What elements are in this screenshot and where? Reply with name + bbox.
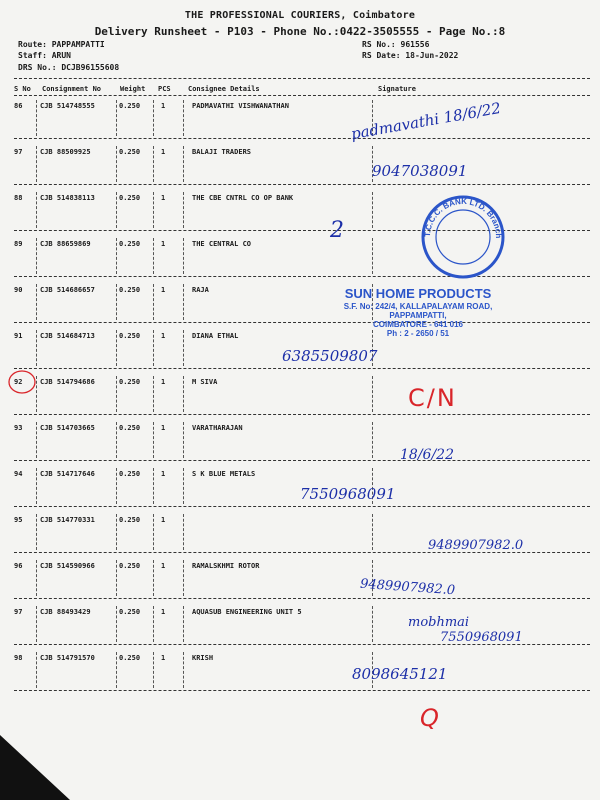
- cell-sno: 93: [14, 424, 23, 432]
- row-separator: [14, 598, 590, 599]
- drs-label: DRS No.: DCJB96155608: [18, 63, 120, 72]
- company-title: THE PROFESSIONAL COURIERS, Coimbatore: [184, 10, 416, 21]
- svg-text:T.C.C.C. BANK LTD. Branch: [423, 197, 503, 239]
- column-separator: [36, 652, 37, 688]
- column-separator: [372, 606, 373, 642]
- col-header-pcs: PCS: [158, 85, 171, 93]
- cell-pcs: 1: [161, 608, 166, 616]
- column-separator: [372, 376, 373, 412]
- column-separator: [36, 468, 37, 504]
- cell-consignee: S K BLUE METALS: [192, 470, 256, 478]
- bank-seal-stamp: [418, 192, 508, 282]
- cell-weight: 0.250: [119, 332, 141, 340]
- row-separator: [14, 690, 590, 691]
- column-separator: [183, 514, 184, 550]
- cell-consignee: DIANA ETHAL: [192, 332, 239, 340]
- column-separator: [153, 514, 154, 550]
- cell-pcs: 1: [161, 516, 166, 524]
- red-circle-mark: [6, 368, 38, 396]
- cell-consignment-no: CJB 514838113: [40, 194, 95, 202]
- cell-consignee: RAJA: [192, 286, 209, 294]
- cell-consignment-no: CJB 514590966: [40, 562, 95, 570]
- cell-pcs: 1: [161, 102, 166, 110]
- signature-row-11: 9489907982.0: [359, 576, 456, 599]
- signature-row-13: 8098645121: [352, 665, 448, 683]
- column-separator: [372, 422, 373, 458]
- column-separator: [116, 652, 117, 688]
- column-separator: [36, 514, 37, 550]
- cell-sno: 90: [14, 286, 23, 294]
- column-separator: [116, 100, 117, 136]
- cell-weight: 0.250: [119, 286, 141, 294]
- signature-row-10: 9489907982.0: [428, 538, 524, 553]
- column-separator: [116, 422, 117, 458]
- signature-row-9: 7550968091: [300, 485, 396, 503]
- column-separator: [116, 284, 117, 320]
- column-separator: [36, 284, 37, 320]
- column-separator: [183, 146, 184, 182]
- cell-consignment-no: CJB 514794686: [40, 378, 95, 386]
- cell-sno: 95: [14, 516, 23, 524]
- signature-row-2: 9047038091: [372, 162, 468, 180]
- cell-weight: 0.250: [119, 654, 141, 662]
- cell-consignment-no: CJB 88493429: [40, 608, 91, 616]
- company-stamp: [322, 286, 514, 338]
- row-separator: [14, 506, 590, 507]
- signature-row-12-number: 7550968091: [440, 630, 523, 645]
- column-separator: [116, 146, 117, 182]
- cell-weight: 0.250: [119, 102, 141, 110]
- cell-sno: 89: [14, 240, 23, 248]
- cell-consignee: M SIVA: [192, 378, 218, 386]
- cell-consignment-no: CJB 514791570: [40, 654, 95, 662]
- col-header-sno: S No: [14, 85, 31, 93]
- column-separator: [36, 238, 37, 274]
- cell-pcs: 1: [161, 332, 166, 340]
- cell-weight: 0.250: [119, 240, 141, 248]
- staff-label: Staff: ARUN: [18, 51, 71, 60]
- cell-sno: 94: [14, 470, 23, 478]
- column-separator: [372, 192, 373, 228]
- column-separator: [153, 468, 154, 504]
- cell-weight: 0.250: [119, 470, 141, 478]
- cell-consignee: VARATHARAJAN: [192, 424, 243, 432]
- header-rule-bottom: [14, 95, 590, 96]
- cell-pcs: 1: [161, 194, 166, 202]
- scan-shadow: [0, 735, 70, 800]
- column-separator: [36, 146, 37, 182]
- column-separator: [153, 284, 154, 320]
- red-q-mark: Q: [420, 704, 439, 732]
- column-separator: [153, 146, 154, 182]
- column-separator: [153, 100, 154, 136]
- stamp-address-line3: COIMBATORE - 641 016: [373, 320, 463, 329]
- rs-date: RS Date: 18-Jun-2022: [362, 51, 459, 60]
- cell-consignment-no: CJB 514770331: [40, 516, 95, 524]
- signature-row-6: 6385509807: [282, 347, 378, 365]
- column-separator: [372, 238, 373, 274]
- column-separator: [183, 330, 184, 366]
- column-separator: [183, 652, 184, 688]
- cell-weight: 0.250: [119, 608, 141, 616]
- stamp-address-line2: PAPPAMPATTI,: [389, 311, 447, 320]
- col-header-consignment: Consignment No: [42, 85, 102, 93]
- col-header-signature: Signature: [378, 85, 416, 93]
- column-separator: [183, 606, 184, 642]
- signature-row-1: padmavathi 18/6/22: [349, 98, 503, 144]
- cell-sno: 98: [14, 654, 23, 662]
- column-separator: [183, 468, 184, 504]
- row-separator: [14, 184, 590, 185]
- column-separator: [153, 238, 154, 274]
- column-separator: [153, 606, 154, 642]
- column-separator: [36, 192, 37, 228]
- column-separator: [116, 192, 117, 228]
- column-separator: [116, 376, 117, 412]
- cell-consignment-no: CJB 88509925: [40, 148, 91, 156]
- cell-consignee: THE CBE CNTRL CO OP BANK: [192, 194, 294, 202]
- cell-weight: 0.250: [119, 194, 141, 202]
- route-label: Route: PAPPAMPATTI: [18, 40, 105, 49]
- column-separator: [183, 560, 184, 596]
- signature-row-4: 2: [330, 218, 344, 243]
- stamp-company-name: SUN HOME PRODUCTS: [344, 286, 492, 301]
- column-separator: [36, 560, 37, 596]
- stamp-phone: Ph : 2 - 2650 / 51: [386, 329, 450, 338]
- column-separator: [153, 560, 154, 596]
- column-separator: [183, 192, 184, 228]
- cell-pcs: 1: [161, 240, 166, 248]
- cell-consignment-no: CJB 514684713: [40, 332, 95, 340]
- cell-pcs: 1: [161, 470, 166, 478]
- row-separator: [14, 460, 590, 461]
- cell-sno: 88: [14, 194, 23, 202]
- cell-consignee: PADMAVATHI VISHWANATHAN: [192, 102, 289, 110]
- column-separator: [183, 422, 184, 458]
- cell-sno: 86: [14, 102, 23, 110]
- cell-sno: 91: [14, 332, 23, 340]
- cell-consignment-no: CJB 514686657: [40, 286, 95, 294]
- cell-pcs: 1: [161, 378, 166, 386]
- cell-pcs: 1: [161, 148, 166, 156]
- row-separator: [14, 368, 590, 369]
- cell-sno: 96: [14, 562, 23, 570]
- column-separator: [36, 330, 37, 366]
- cell-pcs: 1: [161, 562, 166, 570]
- col-header-weight: Weight: [120, 85, 146, 93]
- cell-weight: 0.250: [119, 516, 141, 524]
- column-separator: [153, 330, 154, 366]
- cell-consignee: KRISH: [192, 654, 214, 662]
- cell-weight: 0.250: [119, 148, 141, 156]
- signature-row-8: 18/6/22: [400, 447, 454, 463]
- stamp-address-line1: S.F. No: 242/4, KALLAPALAYAM ROAD,: [343, 302, 493, 311]
- column-separator: [183, 376, 184, 412]
- cell-weight: 0.250: [119, 378, 141, 386]
- runsheet-title: Delivery Runsheet - P103 - Phone No.:0422-3505555 - Page No.:8: [94, 25, 506, 38]
- cell-consignee: BALAJI TRADERS: [192, 148, 252, 156]
- cell-sno: 97: [14, 608, 23, 616]
- row-separator: [14, 138, 590, 139]
- rs-number: RS No.: 961556: [362, 40, 430, 49]
- column-separator: [183, 238, 184, 274]
- column-separator: [183, 100, 184, 136]
- cell-consignee: RAMALSKHMI ROTOR: [192, 562, 260, 570]
- row-separator: [14, 414, 590, 415]
- column-separator: [36, 606, 37, 642]
- cell-pcs: 1: [161, 424, 166, 432]
- cell-weight: 0.250: [119, 424, 141, 432]
- col-header-consignee: Consignee Details: [188, 85, 260, 93]
- column-separator: [116, 606, 117, 642]
- cell-sno: 97: [14, 148, 23, 156]
- cell-pcs: 1: [161, 654, 166, 662]
- cell-consignee: THE CENTRAL CO: [192, 240, 252, 248]
- cell-consignment-no: CJB 514717646: [40, 470, 95, 478]
- column-separator: [183, 284, 184, 320]
- cell-consignee: AQUASUB ENGINEERING UNIT 5: [192, 608, 302, 616]
- column-separator: [153, 422, 154, 458]
- column-separator: [36, 100, 37, 136]
- bank-seal-text: T.C.C.C. BANK LTD. Branch: [422, 196, 504, 239]
- cell-consignment-no: CJB 88659869: [40, 240, 91, 248]
- cell-consignment-no: CJB 514748555: [40, 102, 95, 110]
- header-rule-top: [14, 78, 590, 79]
- column-separator: [153, 192, 154, 228]
- cell-consignment-no: CJB 514703665: [40, 424, 95, 432]
- column-separator: [372, 514, 373, 550]
- column-separator: [116, 514, 117, 550]
- column-separator: [116, 560, 117, 596]
- cell-pcs: 1: [161, 286, 166, 294]
- column-separator: [153, 652, 154, 688]
- column-separator: [116, 330, 117, 366]
- cell-sno: 92: [14, 378, 23, 386]
- column-separator: [116, 468, 117, 504]
- column-separator: [153, 376, 154, 412]
- cell-weight: 0.250: [119, 562, 141, 570]
- signature-row-12-name: mobhmai: [408, 615, 470, 630]
- column-separator: [116, 238, 117, 274]
- red-cn-mark: C/N: [408, 384, 457, 412]
- column-separator: [36, 422, 37, 458]
